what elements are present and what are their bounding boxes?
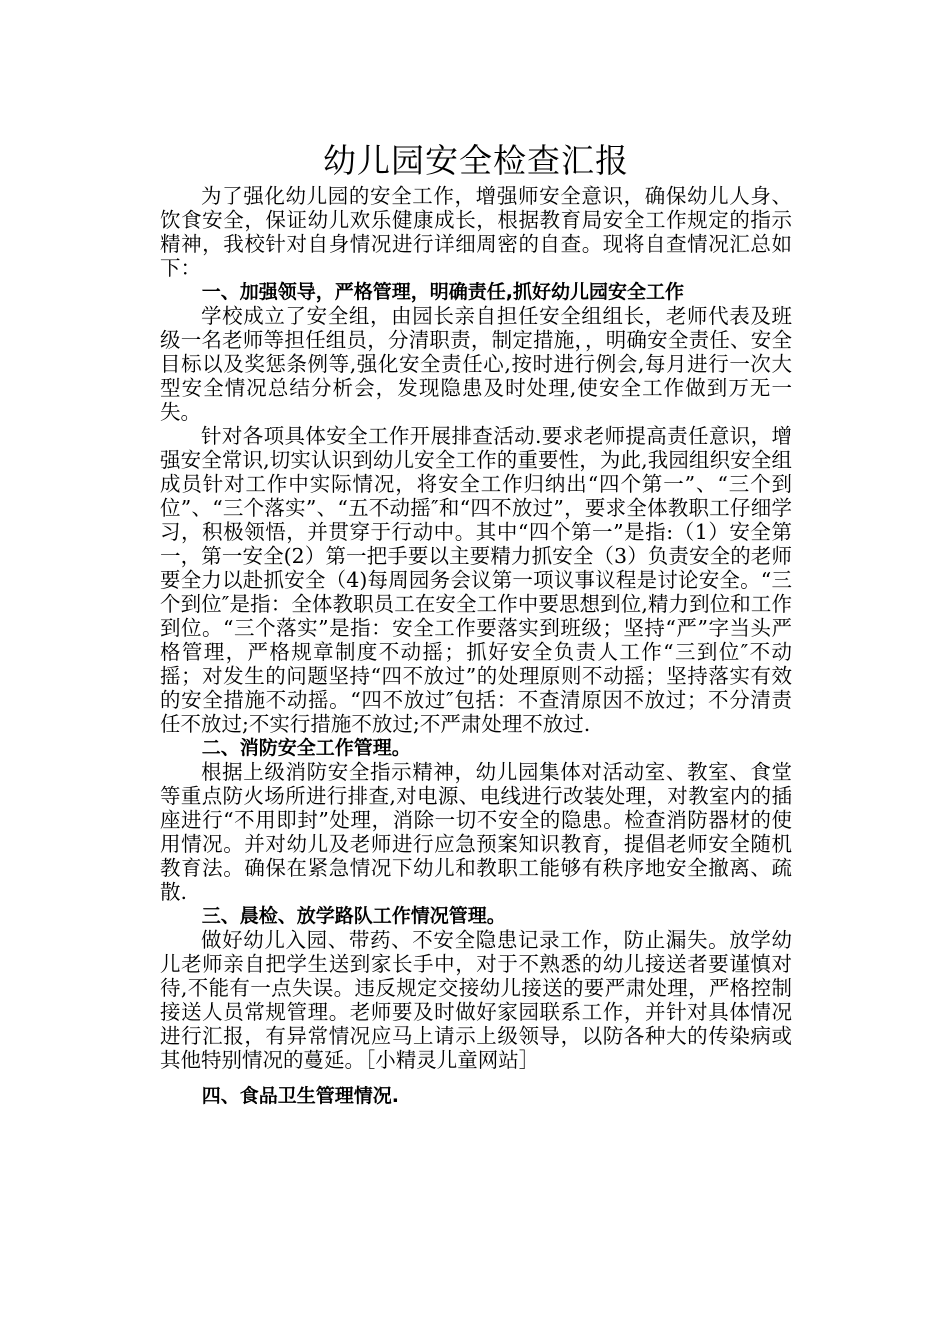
section-1-paragraph-1: 学校成立了安全组，由园长亲自担任安全组组长，老师代表及班级一名老师等担任组员，分清职责，制定措施，，明确安全责任、安全目标以及奖惩条例等,强化安全责任心,按时进行例会,每月进行一次大型安全情况总结分析会，发现隐患及时处理,使安全工作做到万无一失。 [160, 304, 792, 424]
section-3-heading: 三、晨检、放学路队工作情况管理。 [201, 905, 506, 927]
document-page [160, 138, 792, 1108]
section-2-heading: 二、消防安全工作管理。 [201, 737, 411, 759]
document-title: 幼儿园安全检查汇报 [323, 141, 629, 180]
intro-paragraph: 为了强化幼儿园的安全工作，增强师安全意识，确保幼儿人身、饮食安全，保证幼儿欢乐健康成长，根据教育局安全工作规定的指示精神，我校针对自身情况进行详细周密的自查。现将自查情况汇总如下： [160, 184, 792, 280]
section-1-heading: 一、加强领导，严格管理，明确责任,抓好幼儿园安全工作 [201, 281, 685, 303]
section-2-paragraph-1: 根据上级消防安全指示精神，幼儿园集体对活动室、教室、食堂等重点防火场所进行排查,对电源、电线进行改装处理，对教室内的插座进行“不用即封”处理，消除一切不安全的隐患。检查消防器材的使用情况。并对幼儿及老师进行应急预案知识教育，提倡老师安全随机教育法。确保在紧急情况下幼儿和教职工能够有秩序地安全撤离、疏散. [160, 760, 792, 904]
section-1-paragraph-2: 针对各项具体安全工作开展排查活动.要求老师提高责任意识，增强安全常识,切实认识到幼儿安全工作的重要性，为此,我园组织安全组成员针对工作中实际情况，将安全工作归纳出“四个第一”、“三个到位”、“三个落实”、“五不动摇″和“四不放过”，要求全体教职工仔细学习，积极领悟，并贯穿于行动中。其中“四个第一”是指:（1）安全第一，第一安全(2）第一把手要以主要精力抓安全（3）负责安全的老师要全力以赴抓安全（4)每周园务会议第一项议事议程是讨论安全。“三个到位″是指：全体教职员工在安全工作中要思想到位,精力到位和工作到位。“三个落实”是指：安全工作要落实到班级；坚持“严”字当头严格管理，严格规章制度不动摇；抓好安全负责人工作“三到位″不动摇；对发生的问题坚持“四不放过”的处理原则不动摇；坚持落实有效的安全措施不动摇。“四不放过″包括：不查清原因不放过；不分清责任不放过;不实行措施不放过;不严肃处理不放过. [160, 424, 792, 736]
section-4-heading: 四、食品卫生管理情况. [201, 1085, 400, 1107]
section-3-paragraph-1: 做好幼儿入园、带药、不安全隐患记录工作，防止漏失。放学幼儿老师亲自把学生送到家长手中，对于不熟悉的幼儿接送者要谨慎对待,不能有一点失误。违反规定交接幼儿接送的要严肃处理，严格控制接送人员常规管理。老师要及时做好家园联系工作，并针对具体情况进行汇报，有异常情况应马上请示上级领导，以防各种大的传染病或其他特别情况的蔓延。［小精灵儿童网站］ [160, 928, 792, 1072]
